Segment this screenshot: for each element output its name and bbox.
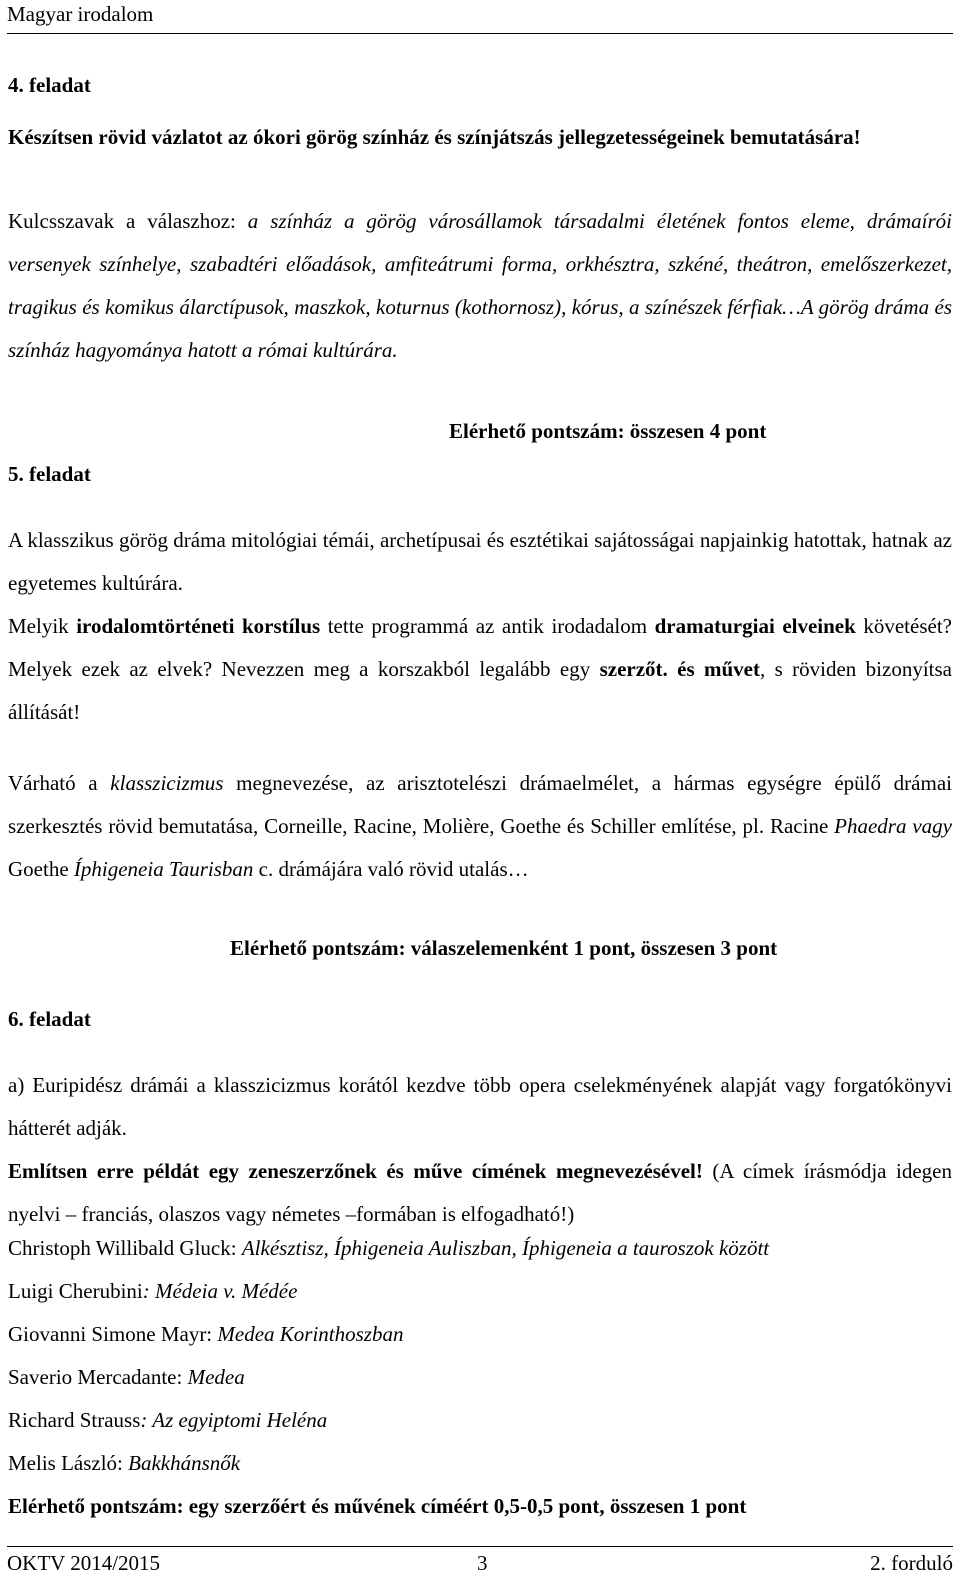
task5-title: 5. feladat (8, 462, 91, 486)
task5-a-text: Goethe (8, 857, 74, 881)
example-works: Medea Korinthoszban (217, 1322, 404, 1346)
page-number: 3 (477, 1551, 488, 1575)
task5-intro: A klasszikus görög dráma mitológiai témái, archetípusai és esztétikai sajátosságai napjainkig hatottak, hatnak az egyetemes kultúrára. (8, 528, 952, 595)
task4-title: 4. feladat (8, 73, 91, 97)
task5-q-bold: szerzőt. és művet (599, 657, 760, 681)
task5-q-text: követését? Melyek ezek az elvek? Nevezzen meg a korszakból legalább egy (8, 614, 952, 681)
header-title: Magyar irodalom (7, 2, 154, 26)
footer-right: 2. forduló (870, 1551, 953, 1575)
example-item (8, 1365, 245, 1390)
task5-q-text: Melyik (8, 614, 77, 638)
task4-keywords-text: a színház a görög városállamok társadalmi életének fontos eleme, drámaírói versenyek színhelye, szabadtéri előadások, amfiteátrumi forma, orkhésztra, szkéné, theátron, emelőszerkezet, tragikus és komikus álarctípusok, maszkok, koturnus (kothornosz), kórus, a színészek férfiak…A görög dráma és színház hagyománya hatott a római kultúrára. (8, 209, 953, 362)
task6-instr-note: (A címek írásmódja idegen nyelvi – franciás, olaszos vagy németes –formában is elfogadható!) (8, 1159, 952, 1226)
task4-keywords-label: Kulcsszavak a válaszhoz: (8, 209, 236, 233)
example-works: Alkésztisz, Íphigeneia Auliszban, Íphigeneia a tauroszok között (241, 1236, 770, 1260)
example-item (8, 1408, 327, 1433)
task4-score: Elérhető pontszám: összesen 4 pont (449, 419, 767, 443)
example-works: Bakkhánsnők (128, 1451, 241, 1475)
example-works: : Az egyiptomi Heléna (140, 1408, 328, 1432)
task5-a-text: Várható a (8, 771, 111, 795)
task6-intro: a) Euripidész drámái a klasszicizmus korától kezdve több opera cselekményének alapját vagy forgatókönyvi hátterét adják. (8, 1073, 952, 1140)
example-composer: Christoph Willibald Gluck: (8, 1236, 242, 1260)
footer-left: OKTV 2014/2015 (7, 1551, 161, 1575)
example-item (8, 1322, 403, 1347)
task6-title: 6. feladat (8, 1007, 91, 1031)
task5-a-italic: Íphigeneia Taurisban (73, 857, 254, 881)
example-composer: Melis László: (8, 1451, 129, 1475)
task6-instr-bold: Említsen erre példát egy zeneszerzőnek és műve címének megnevezésével! (8, 1159, 703, 1183)
task5-q-text: , s röviden bizonyítsa állítását! (8, 657, 952, 724)
task5-q-bold: irodalomtörténeti korstílus (76, 614, 321, 638)
task5-a-text: c. drámájára való rövid utalás… (253, 857, 529, 881)
task5-q-text: tette programmá az antik irodadalom (320, 614, 655, 638)
task5-a-italic: klasszicizmus (110, 771, 224, 795)
example-composer: Luigi Cherubini (8, 1279, 143, 1303)
task6-score: Elérhető pontszám: egy szerzőért és művének címéért 0,5-0,5 pont, összesen 1 pont (8, 1494, 747, 1518)
task4-prompt: Készítsen rövid vázlatot az ókori görög színház és színjátszás jellegzetességeinek bemutatására! (8, 125, 861, 149)
example-item (8, 1236, 769, 1261)
page-header (7, 0, 953, 34)
example-works: : Médeia v. Médée (142, 1279, 298, 1303)
example-composer: Richard Strauss (8, 1408, 141, 1432)
example-composer: Saverio Mercadante: (8, 1365, 188, 1389)
task4-keywords (8, 200, 952, 372)
task5-q-bold: dramaturgiai elveinek (654, 614, 856, 638)
task5-score: Elérhető pontszám: válaszelemenként 1 pont, összesen 3 pont (230, 936, 778, 960)
example-works: Medea (187, 1365, 245, 1389)
example-item (8, 1279, 297, 1304)
task5-a-text: megnevezése, az arisztotelészi drámaelmélet, a hármas egységre épülő drámai szerkesztés rövid bemutatása, Corneille, Racine, Molière, Goethe és Schiller említése, pl. Racine (8, 771, 952, 838)
page-footer (7, 1546, 953, 1586)
task5-a-italic: Phaedra vagy (834, 814, 952, 838)
example-composer: Giovanni Simone Mayr: (8, 1322, 218, 1346)
example-item (8, 1451, 240, 1476)
task5-answer (8, 762, 952, 891)
task5-question (8, 605, 952, 734)
task6-instruction (8, 1150, 952, 1236)
